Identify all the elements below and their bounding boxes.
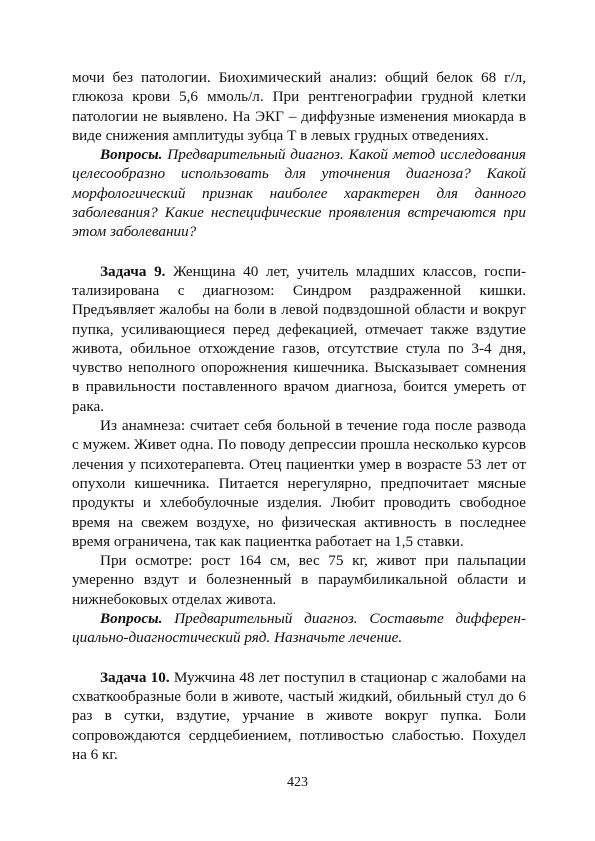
questions-block-9 [72, 609, 526, 648]
section-gap [72, 648, 526, 668]
task-9-text: Женщина 40 лет, учитель младших классов, госпитализирована с диагнозом: Синдром раздраженной кишки. Предъявляет жалобы на боли в левой подвздошной области и вокруг пупка, усиливающиеся перед дефекацией, отмечает также вздутие живота, обильное отхождение газов, отсутствие стула по 3-4 дня, чувство неполного опорожнения кишечника. Высказывает сомнения в правильности поставленного врачом диагноза, боится умереть от рака. [72, 262, 527, 415]
page-number: 423 [287, 775, 308, 790]
questions-text: Предварительный диагноз. Составьте дифференциально-диагностический ряд. Назначьте лечение. [72, 610, 526, 647]
questions-text: Предварительный диагноз. Какой метод исследования целесообразно использовать для уточнения диагноза? Какой морфологический признак наиболее характерен для данного заболевания? Какие неспецифические проявления встречаются при этом заболевании? [72, 146, 526, 241]
section-gap [72, 242, 526, 262]
questions-label: Вопросы. [100, 146, 163, 164]
task-10-label: Задача 10. [100, 668, 170, 686]
task-9-anamnesis: Из анамнеза: считает себя больной в течение года после развода с мужем. Живет одна. По поводу депрессии прошла несколько курсов лечения у психотерапевта. Отец пациентки умер в возрасте 53 лет от опухоли кишечника. Питается нерегулярно, предпочитает мясные продукты и хлебобулочные изделия. Любит проводить свободное время на свежем воздухе, но физическая активность в последнее время ограничена, так как пациентка работает на 1,5 ставки. [72, 417, 526, 550]
task-10-text: Мужчина 48 лет поступил в стационар с жалобами на схваткообразные боли в животе, частый жидкий, обильный стул до 6 раз в сутки, вздутие, урчание в животе вокруг пупка. Боли сопровождаются сердцебиением, потливостью слабостью. Похудел на 6 кг. [72, 668, 526, 763]
questions-label: Вопросы. [100, 610, 163, 628]
page-body [72, 68, 526, 764]
questions-block-8 [72, 145, 526, 241]
task-9-paragraph [72, 262, 526, 416]
task-10-paragraph [72, 668, 526, 764]
paragraph-continuation: мочи без патологии. Биохимический анализ: общий белок 68 г/л, глюкоза крови 5,6 ммоль/л. При рентгенографии грудной клетки патологии не выявлено. На ЭКГ – диффузные изменения миокарда в виде снижения амплитуды зубца Т в левых грудных отведениях. [72, 69, 526, 144]
task-9-label: Задача 9. [100, 262, 166, 280]
task-9-examination: При осмотре: рост 164 см, вес 75 кг, живот при пальпации умеренно вздут и болезненный в параумбиликальной области и нижнебоковых отделах живота. [72, 552, 526, 608]
